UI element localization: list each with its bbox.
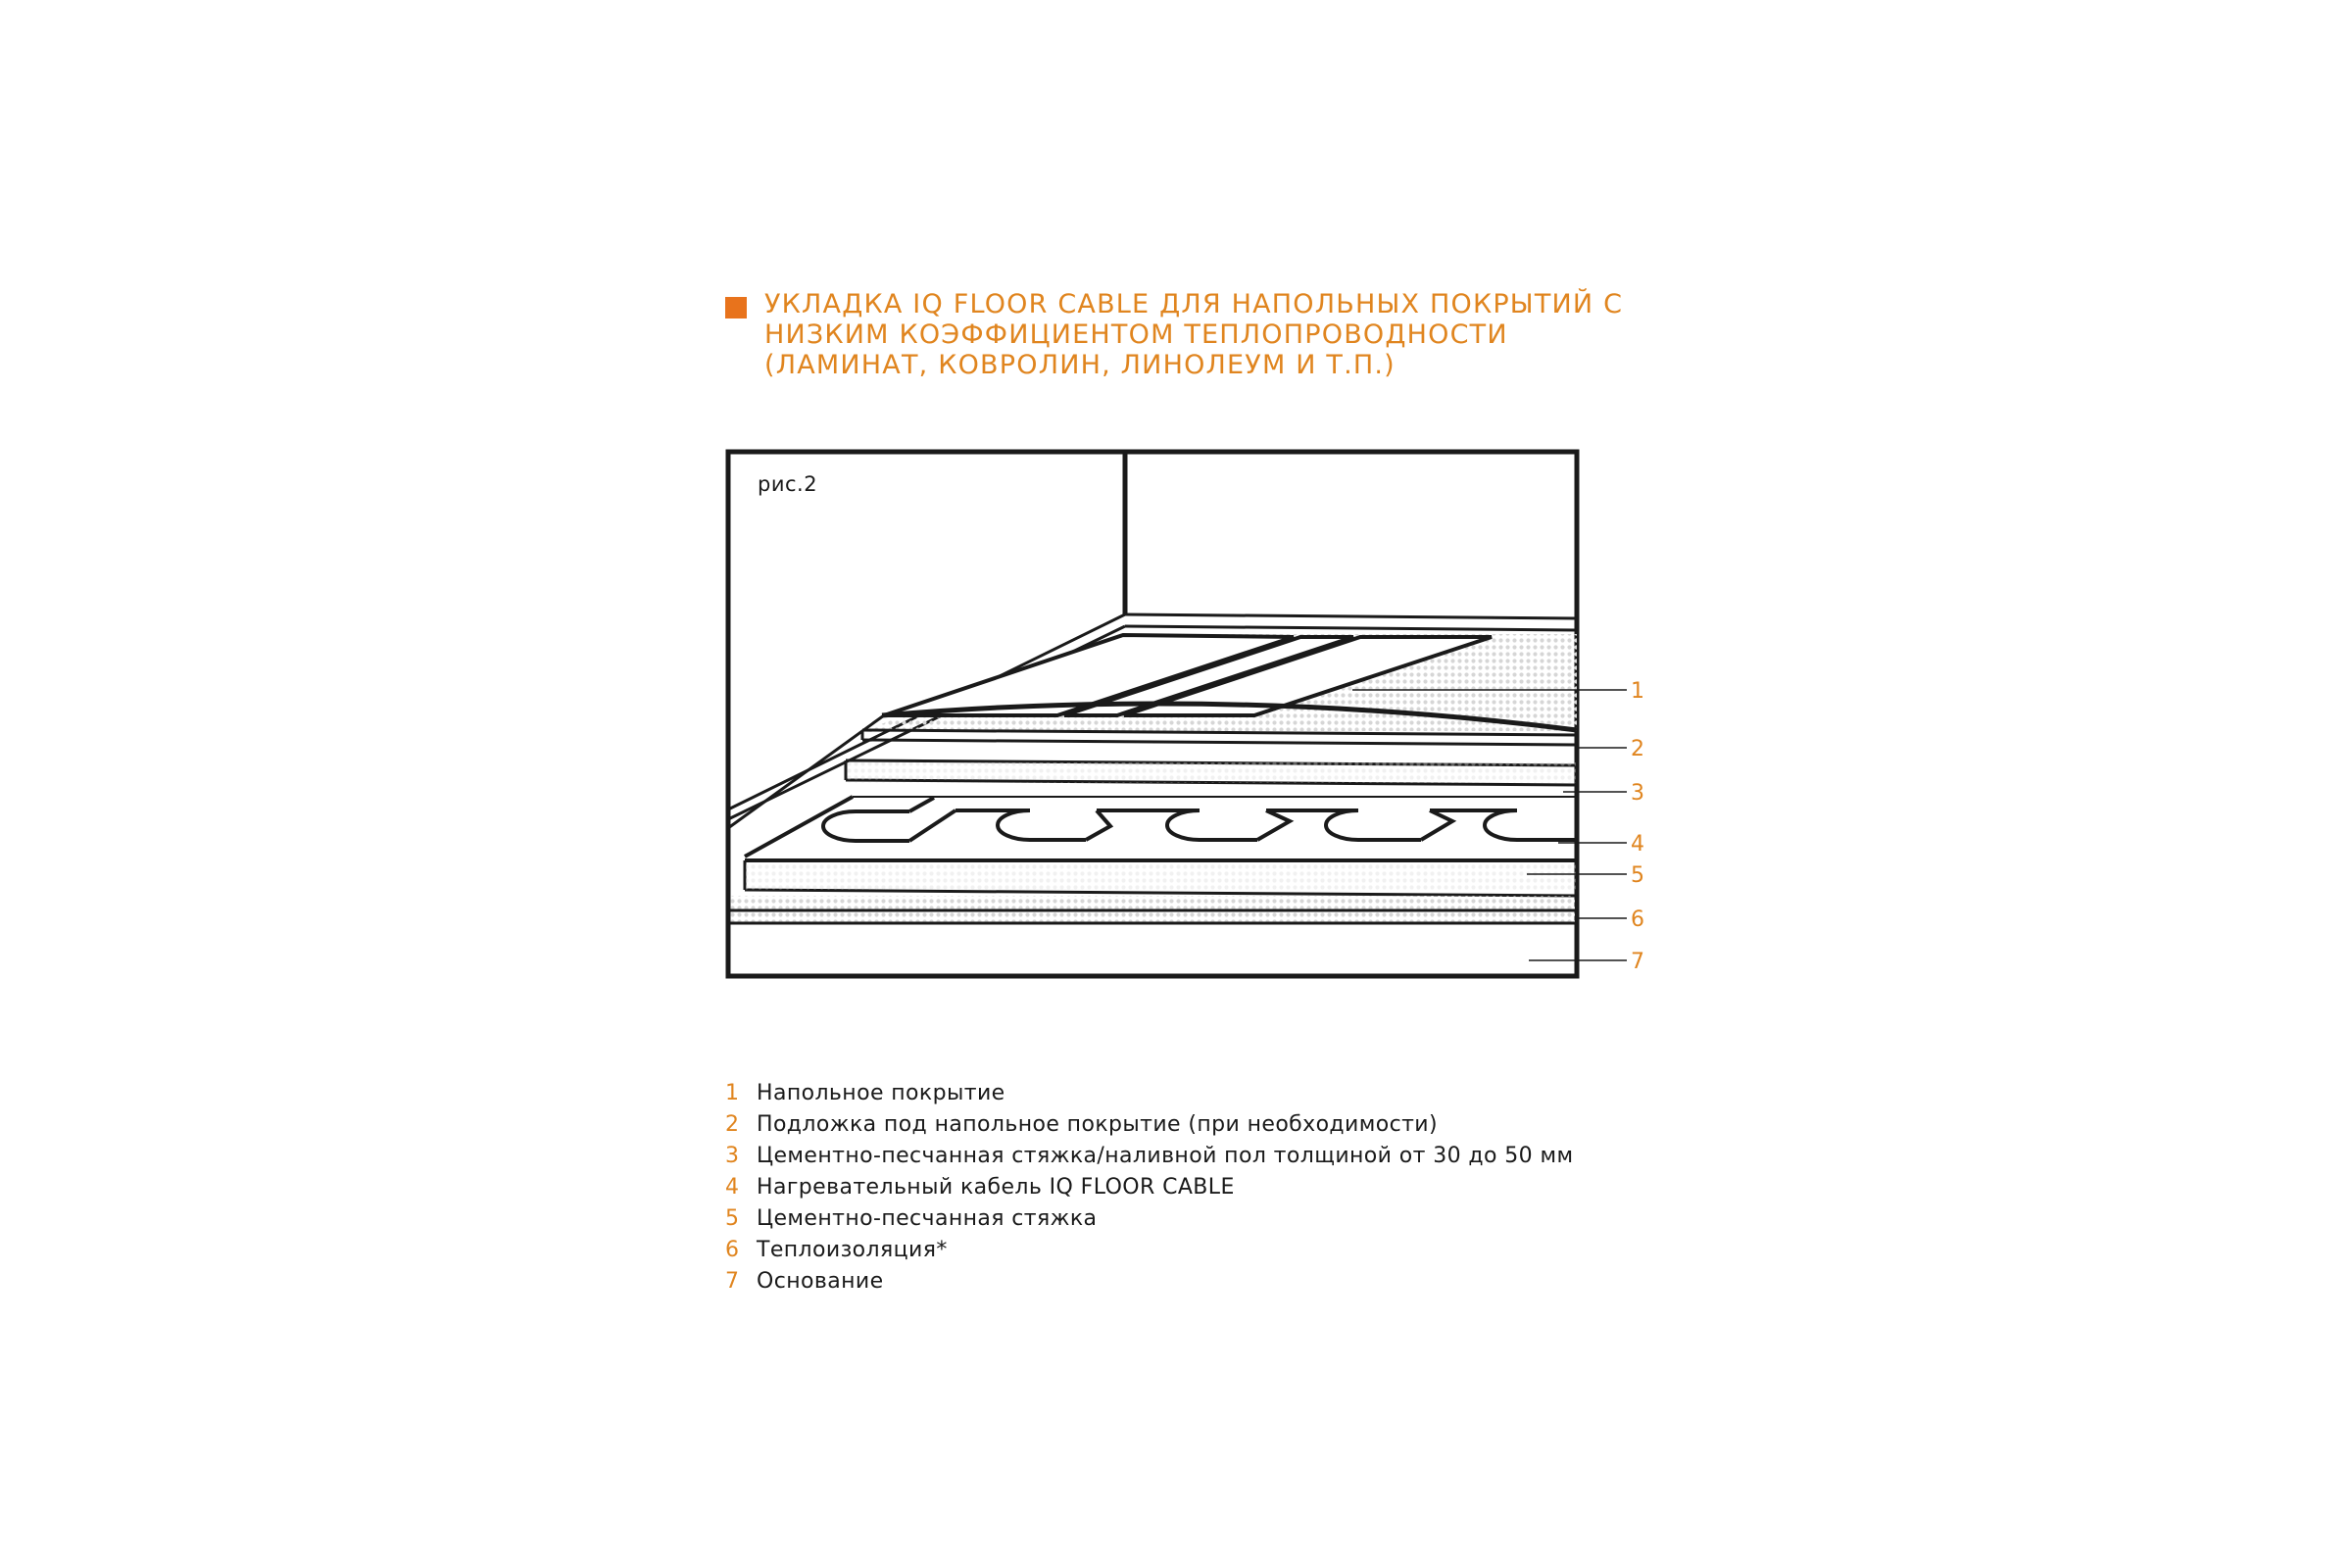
floor-layers-illustration xyxy=(715,431,1656,1000)
legend-number: 2 xyxy=(725,1112,740,1137)
legend-number: 6 xyxy=(725,1238,740,1262)
legend-text: Напольное покрытие xyxy=(757,1081,1005,1105)
legend-text: Основание xyxy=(757,1269,884,1294)
legend-item xyxy=(725,1266,1803,1298)
legend-number: 3 xyxy=(725,1144,740,1168)
legend-item xyxy=(725,1109,1803,1141)
heading-line-3: (ЛАМИНАТ, КОВРОЛИН, ЛИНОЛЕУМ И Т.П.) xyxy=(764,350,1396,380)
legend-item xyxy=(725,1203,1803,1235)
heading-line-2: НИЗКИМ КОЭФФИЦИЕНТОМ ТЕПЛОПРОВОДНОСТИ xyxy=(764,319,1508,350)
figure-label: рис.2 xyxy=(758,472,818,496)
callout-6: 6 xyxy=(1631,907,1644,932)
legend-number: 1 xyxy=(725,1081,740,1105)
orange-square-icon xyxy=(725,297,747,318)
legend-item xyxy=(725,1141,1803,1172)
screed-base-texture xyxy=(746,862,1576,890)
floor-layers-figure xyxy=(715,431,1656,1000)
screed-texture xyxy=(847,762,1576,783)
callout-2: 2 xyxy=(1631,737,1644,761)
callout-3: 3 xyxy=(1631,781,1644,806)
legend-number: 5 xyxy=(725,1206,740,1231)
legend-text: Подложка под напольное покрытие (при необходимости) xyxy=(757,1112,1438,1137)
legend-item xyxy=(725,1078,1803,1109)
callout-4: 4 xyxy=(1631,832,1644,857)
legend-number: 7 xyxy=(725,1269,740,1294)
callout-1: 1 xyxy=(1631,679,1644,704)
legend-item xyxy=(725,1235,1803,1266)
callout-5: 5 xyxy=(1631,863,1644,888)
callout-7: 7 xyxy=(1631,950,1644,974)
legend-text: Цементно-песчанная стяжка/наливной пол толщиной от 30 до 50 мм xyxy=(757,1144,1574,1168)
heading-line-1: УКЛАДКА IQ FLOOR CABLE ДЛЯ НАПОЛЬНЫХ ПОКРЫТИЙ С xyxy=(764,289,1624,319)
layer-legend xyxy=(725,1078,1803,1298)
legend-text: Нагревательный кабель IQ FLOOR CABLE xyxy=(757,1175,1235,1200)
legend-number: 4 xyxy=(725,1175,740,1200)
heading-title xyxy=(764,289,1686,380)
legend-text: Теплоизоляция* xyxy=(757,1238,948,1262)
legend-text: Цементно-песчанная стяжка xyxy=(757,1206,1098,1231)
legend-item xyxy=(725,1172,1803,1203)
